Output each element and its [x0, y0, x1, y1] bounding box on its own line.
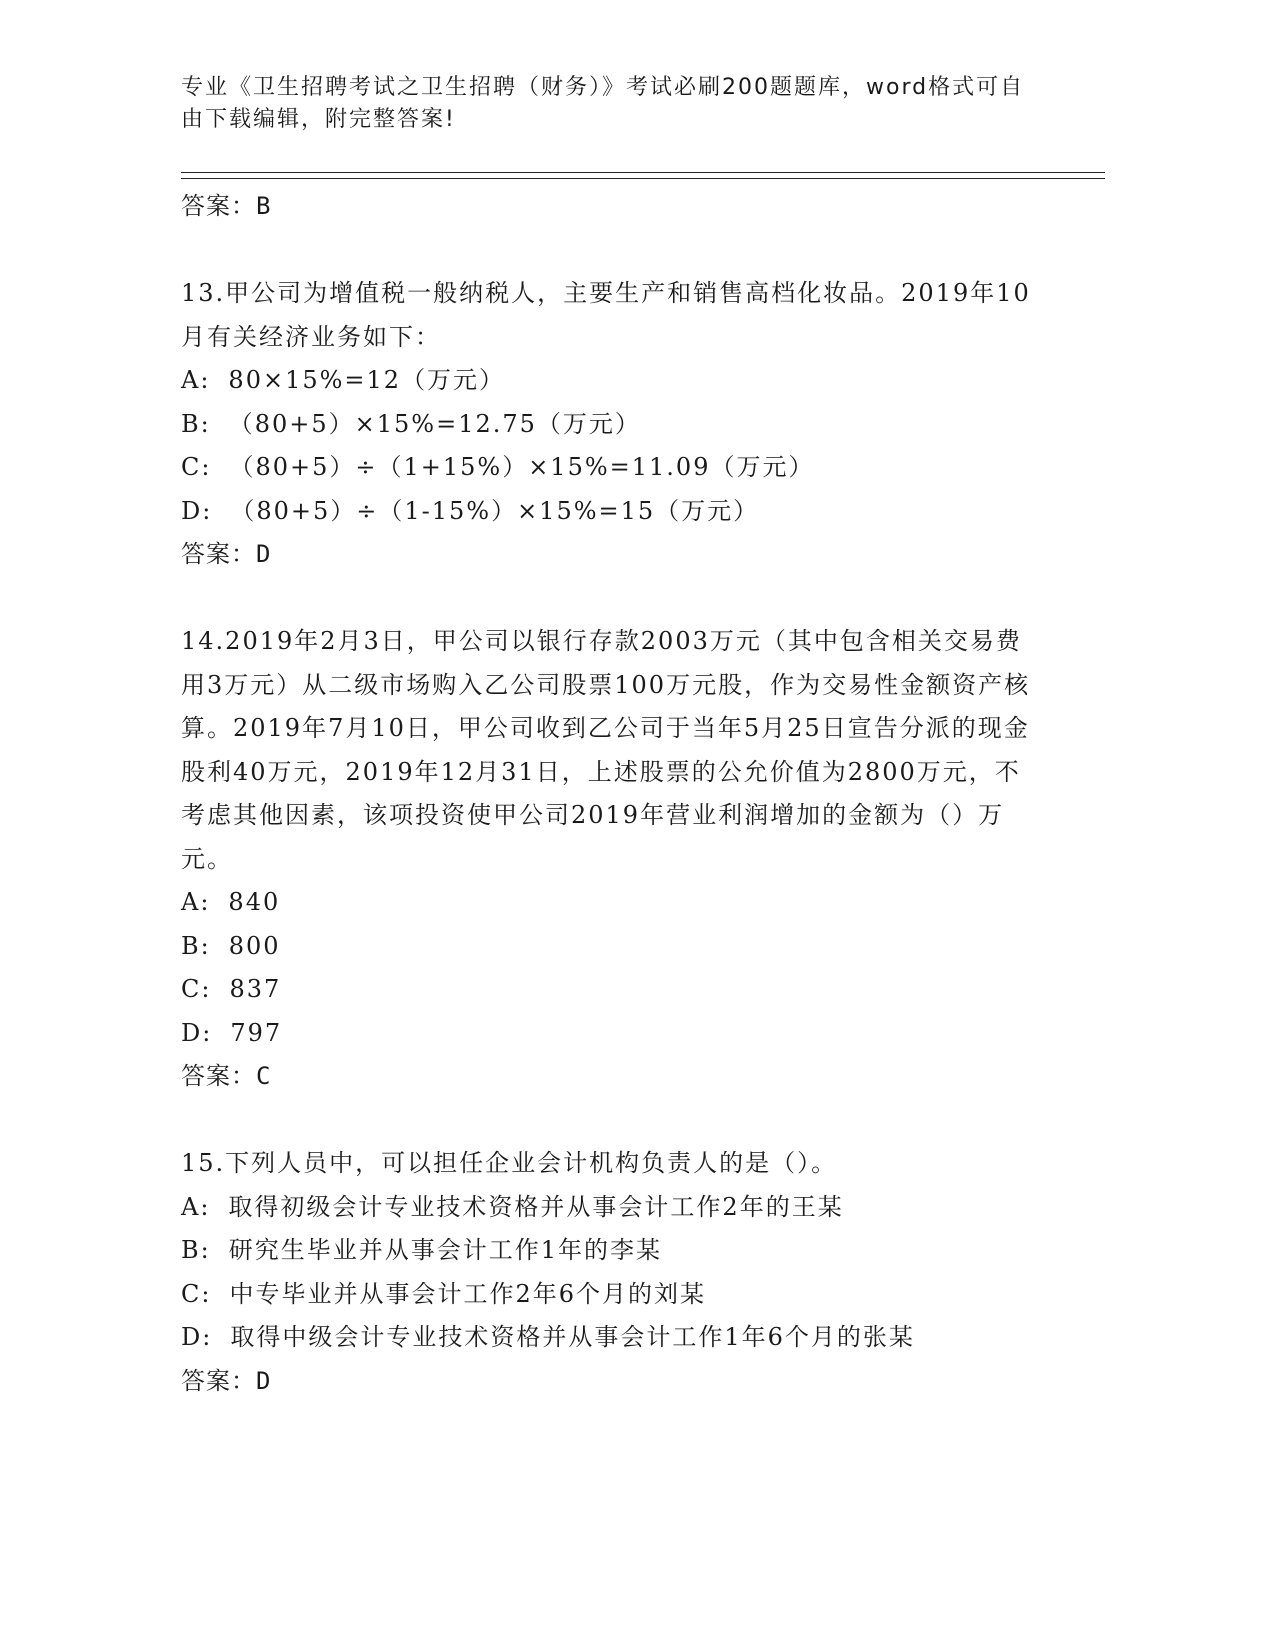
- question-gap: [181, 576, 1081, 620]
- option-letter: A:: [181, 888, 211, 916]
- option-b: [181, 1229, 1081, 1273]
- answer-value: D: [256, 1366, 272, 1395]
- answer-label: 答案：: [181, 1366, 256, 1395]
- answer-line: [181, 1055, 1081, 1098]
- option-letter: D:: [181, 1018, 213, 1047]
- option-d: [181, 1316, 1081, 1360]
- question-gap: [181, 228, 1081, 272]
- option-text: 取得中级会计专业技术资格并从事会计工作1年6个月的张某: [230, 1323, 915, 1351]
- option-letter: B:: [181, 931, 211, 960]
- option-c: [181, 446, 1081, 490]
- question-stem: 15.下列人员中，可以担任企业会计机构负责人的是（）。: [181, 1149, 838, 1177]
- option-letter: C:: [181, 1279, 212, 1308]
- header-divider-top: [181, 172, 1105, 173]
- answer-line: [181, 533, 1081, 576]
- question-gap: [181, 1098, 1081, 1142]
- answer-value: B: [256, 192, 272, 220]
- document-body: [181, 185, 1081, 1403]
- option-d: [181, 490, 1081, 534]
- option-letter: C:: [181, 453, 212, 481]
- option-c: [181, 968, 1081, 1012]
- question-block: [181, 620, 1081, 1098]
- option-text: （80+5）×15%=12.75（万元）: [228, 409, 641, 438]
- option-letter: B:: [181, 1236, 211, 1264]
- option-text: 837: [229, 975, 282, 1003]
- answer-label: 答案：: [181, 192, 256, 220]
- question-block: [181, 272, 1081, 576]
- option-letter: C:: [181, 975, 212, 1003]
- option-text: 80×15%=12（万元）: [228, 366, 506, 394]
- option-text: 797: [230, 1018, 283, 1047]
- question-stem: 14.2019年2月3日，甲公司以银行存款2003万元（其中包含相关交易费用3万元）从二级市场购入乙公司股票100万元股，作为交易性金额资产核算。2019年7月10日，甲公司收到乙公司于当年5月25日宣告分派的现金股利40万元，2019年12月31日，上述股票的公允价值为2800万元，不考虑其他因素，该项投资使甲公司2019年营业利润增加的金额为（）万元。: [181, 627, 1031, 873]
- option-b: [181, 925, 1081, 969]
- option-c: [181, 1273, 1081, 1317]
- option-letter: D:: [181, 496, 213, 525]
- option-text: 800: [228, 931, 281, 960]
- option-text: （80+5）÷（1-15%）×15%=15（万元）: [230, 496, 760, 525]
- answer-value: C: [256, 1062, 272, 1090]
- option-text: 取得初级会计专业技术资格并从事会计工作2年的王某: [228, 1192, 844, 1221]
- answer-label: 答案：: [181, 1062, 256, 1090]
- option-a: [181, 359, 1081, 403]
- option-text: 研究生毕业并从事会计工作1年的李某: [228, 1236, 663, 1264]
- answer-label: 答案：: [181, 540, 256, 568]
- answer-line: [181, 1360, 1081, 1403]
- option-letter: A:: [181, 366, 211, 394]
- answer-value: D: [256, 540, 272, 568]
- header-divider-bottom: [181, 178, 1105, 179]
- question-stem: 13.甲公司为增值税一般纳税人，主要生产和销售高档化妆品。2019年10月有关经济业务如下：: [181, 279, 1031, 351]
- option-text: （80+5）÷（1+15%）×15%=11.09（万元）: [229, 453, 815, 481]
- option-text: 840: [228, 888, 281, 916]
- option-letter: B:: [181, 409, 211, 438]
- option-letter: D:: [181, 1323, 213, 1351]
- question-block: [181, 1142, 1081, 1403]
- answer-line: [181, 185, 1081, 228]
- option-a: [181, 1186, 1081, 1230]
- option-text: 中专毕业并从事会计工作2年6个月的刘某: [229, 1279, 706, 1308]
- page-header: 专业《卫生招聘考试之卫生招聘（财务）》考试必刷200题题库，word格式可自由下载编辑，附完整答案!: [181, 75, 1025, 132]
- option-d: [181, 1012, 1081, 1056]
- option-b: [181, 403, 1081, 447]
- option-a: [181, 881, 1081, 925]
- option-letter: A:: [181, 1192, 211, 1221]
